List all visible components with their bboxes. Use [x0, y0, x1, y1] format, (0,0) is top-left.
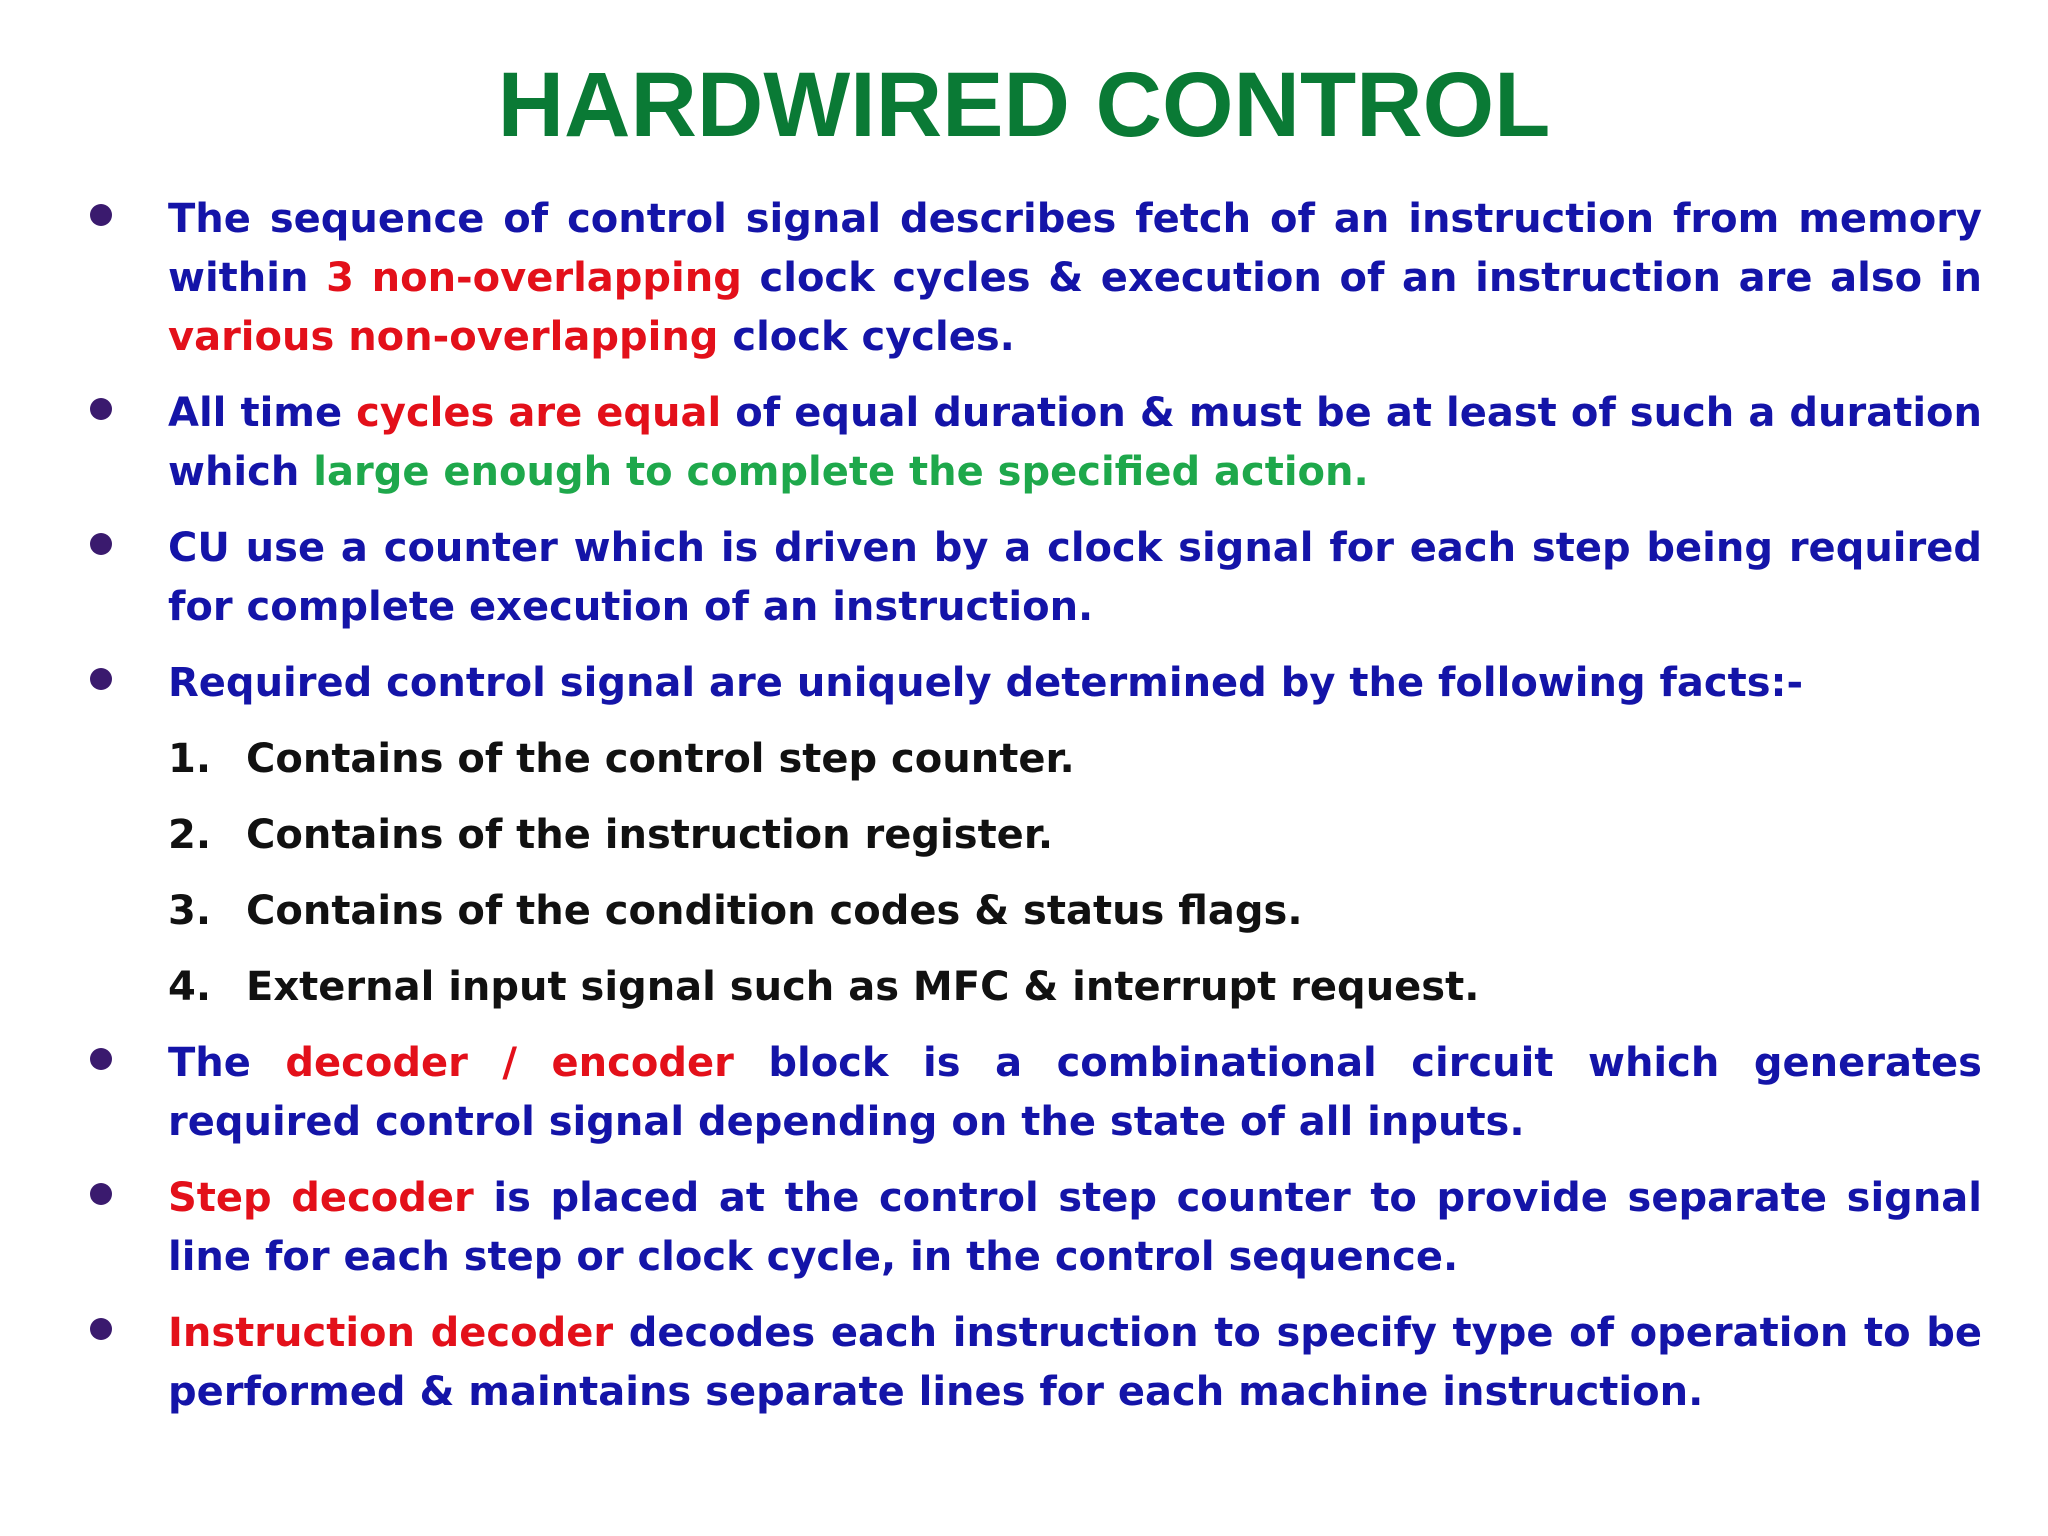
list-item — [0, 806, 2048, 865]
bullet-dot-icon — [90, 1048, 112, 1070]
bullet-item: Instruction decoder decodes each instruction to specify type of operation to be performed & maintains separate lines for each machine instruction. — [0, 1304, 2048, 1422]
list-item-text: Contains of the instruction register. — [246, 812, 1054, 858]
list-item-text: External input signal such as MFC & interrupt request. — [246, 964, 1480, 1010]
bullet-dot-icon — [90, 1318, 112, 1340]
list-item — [0, 958, 2048, 1017]
bullet-item: Required control signal are uniquely determined by the following facts:- — [0, 654, 2048, 713]
facts-list — [0, 730, 2048, 1017]
highlight-text: decoder / encoder — [285, 1040, 734, 1086]
highlight-text: Step decoder — [168, 1175, 474, 1221]
bullet-dot-icon — [90, 398, 112, 420]
highlight-text: Instruction decoder — [168, 1310, 614, 1356]
list-item-text: Contains of the condition codes & status flags. — [246, 888, 1303, 934]
highlight-text: large enough to complete the specified action. — [313, 449, 1369, 495]
list-number: 3. — [168, 888, 212, 934]
bullet-item: Step decoder is placed at the control step counter to provide separate signal line for each step or clock cycle, in the control sequence. — [0, 1169, 2048, 1287]
highlight-text: various non-overlapping — [168, 314, 719, 360]
list-number: 1. — [168, 736, 212, 782]
list-item — [0, 730, 2048, 789]
bullet-item: CU use a counter which is driven by a clock signal for each step being required for complete execution of an instruction. — [0, 519, 2048, 637]
bullet-item: All time cycles are equal of equal duration & must be at least of such a duration which large enough to complete the specified action. — [0, 384, 2048, 502]
slide-body — [0, 190, 2048, 1439]
bullet-dot-icon — [90, 204, 112, 226]
bullet-item: The decoder / encoder block is a combinational circuit which generates required control signal depending on the state of all inputs. — [0, 1034, 2048, 1152]
bullet-dot-icon — [90, 668, 112, 690]
bullet-dot-icon — [90, 1183, 112, 1205]
list-number: 2. — [168, 812, 212, 858]
bullet-dot-icon — [90, 533, 112, 555]
list-item-text: Contains of the control step counter. — [246, 736, 1075, 782]
bullet-item: The sequence of control signal describes fetch of an instruction from memory within 3 non-overlapping clock cycles & execution of an instruction are also in various non-overlapping clock cycles. — [0, 190, 2048, 367]
list-item — [0, 882, 2048, 941]
list-number: 4. — [168, 964, 212, 1010]
highlight-text: 3 non-overlapping — [326, 255, 742, 301]
page-title: HARDWIRED CONTROL — [497, 54, 1551, 156]
highlight-text: cycles are equal — [356, 390, 722, 436]
